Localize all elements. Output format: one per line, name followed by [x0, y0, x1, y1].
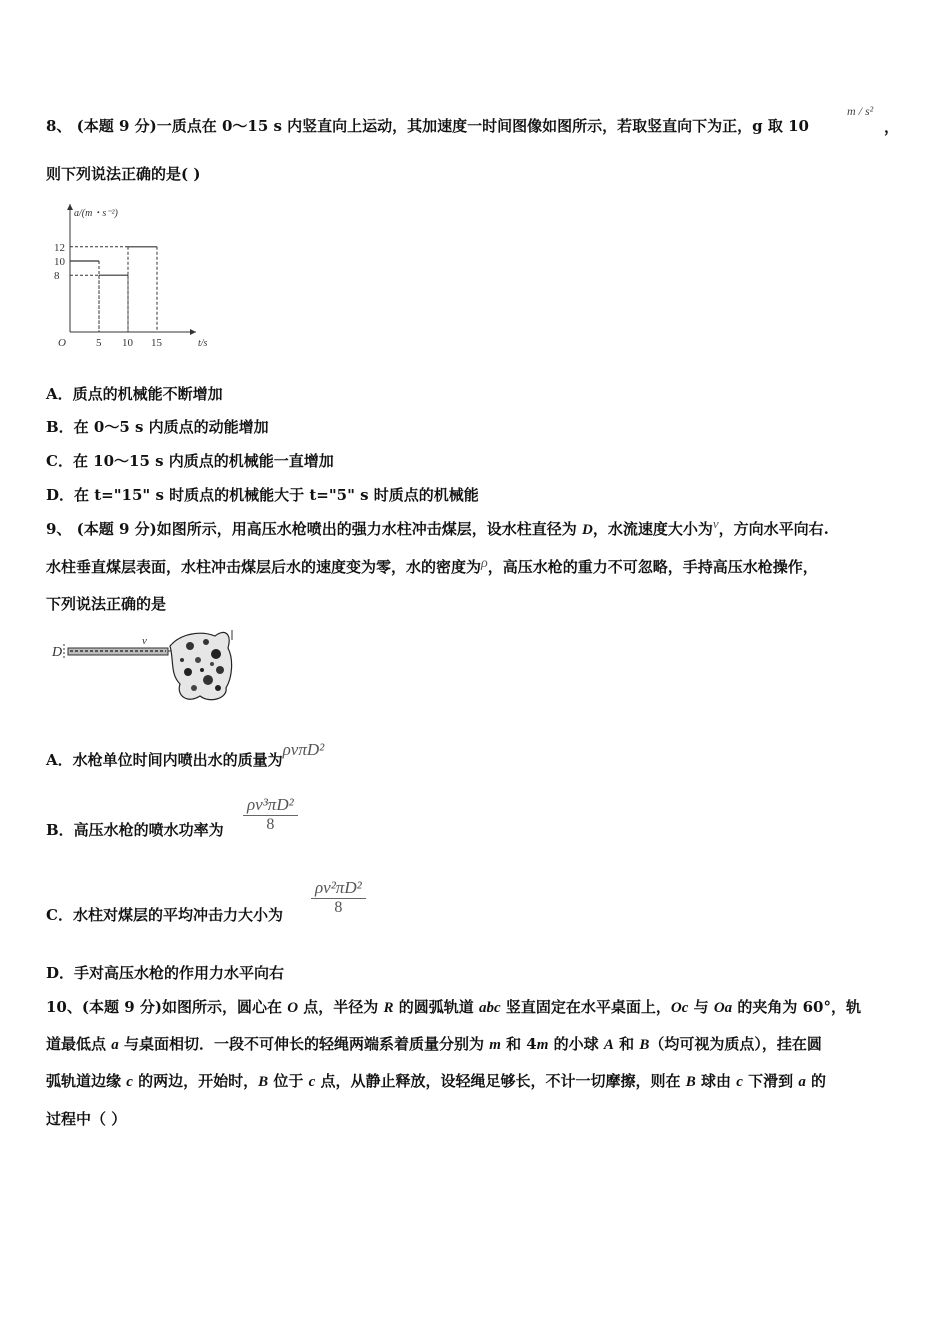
y-tick-label-12: 12	[54, 241, 65, 254]
y-tick-label-8: 8	[54, 270, 60, 283]
q10-line1: 10、(本题 9 分)如图所示，圆心在 O 点，半径为 R 的圆弧轨道 abc 竖直固定在水平桌面上，Oc 与 Oa 的夹角为 60°，轨	[46, 998, 861, 1016]
g-unit: m / s²	[847, 104, 874, 118]
q9-stem-line2: 水柱垂直煤层表面，水柱冲击煤层后水的速度变为零，水的密度为ρ，高压水枪的重力不可忽略，手持高压水枪操作，	[46, 556, 818, 576]
q10-line4: 过程中（ ）	[46, 1110, 127, 1128]
q9-option-b-fraction: $\frac{\text{ρv³πD²}}{8}$	[243, 795, 298, 834]
q8-option-d[interactable]: D．在 t="15" s 时质点的机械能大于 t="5" s 时质点的机械能	[46, 486, 479, 504]
x-axis-arrow	[190, 329, 196, 335]
q8-comma: ，	[884, 118, 900, 136]
q9-stem-line1: 9、 (本题 9 分)如图所示，用高压水枪喷出的强力水柱冲击煤层，设水柱直径为 D，水流速度大小为v，方向水平向右.	[46, 516, 829, 538]
q8-option-b[interactable]: B．在 0～5 s 内质点的动能增加	[46, 418, 269, 436]
q9-option-c[interactable]: C．水柱对煤层的平均冲击力大小为	[46, 906, 283, 924]
figure-label-v: v	[142, 635, 147, 647]
x-tick-label-5: 5	[96, 337, 102, 349]
q9-option-a[interactable]: A．水枪单位时间内喷出水的质量为ρvπD²	[46, 740, 325, 769]
q10-line2: 道最低点 a 与桌面相切．一段不可伸长的轻绳两端系着质量分别为 m 和 4m 的小球 A 和 B（均可视为质点），挂在圆	[46, 1035, 822, 1053]
q9-option-b[interactable]: B．高压水枪的喷水功率为	[46, 821, 224, 839]
q8-stem-line2: 则下列说法正确的是( )	[46, 165, 201, 183]
x-tick-label-10: 10	[122, 337, 133, 349]
acceleration-time-chart	[46, 198, 226, 350]
q8-stem-line1: 8、 (本题 9 分)一质点在 0～15 s 内竖直向上运动，其加速度一时间图像如图所示，若取竖直向下为正，g 取 10	[46, 117, 809, 135]
origin-label: O	[58, 337, 66, 349]
q8-option-a[interactable]: A．质点的机械能不断增加	[46, 385, 223, 403]
q10-line3: 弧轨道边缘 c 的两边，开始时，B 位于 c 点，从静止释放，设轻绳足够长，不计一切摩擦，则在 B 球由 c 下滑到 a 的	[46, 1072, 827, 1090]
q9-option-d[interactable]: D．手对高压水枪的作用力水平向右	[46, 964, 285, 982]
water-gun-figure	[50, 624, 240, 708]
q9-option-c-fraction: $\frac{\text{ρv²πD²}}{8}$	[311, 878, 366, 917]
q8-option-c[interactable]: C．在 10～15 s 内质点的机械能一直增加	[46, 452, 334, 470]
y-axis-label: a/(m・s⁻²)	[74, 208, 118, 219]
y-axis-arrow	[67, 204, 73, 210]
x-tick-label-15: 15	[151, 337, 162, 349]
x-axis-label: t/s	[198, 338, 208, 349]
figure-label-d: D	[52, 645, 63, 660]
y-tick-label-10: 10	[54, 256, 65, 268]
q9-stem-line3: 下列说法正确的是	[46, 595, 167, 613]
